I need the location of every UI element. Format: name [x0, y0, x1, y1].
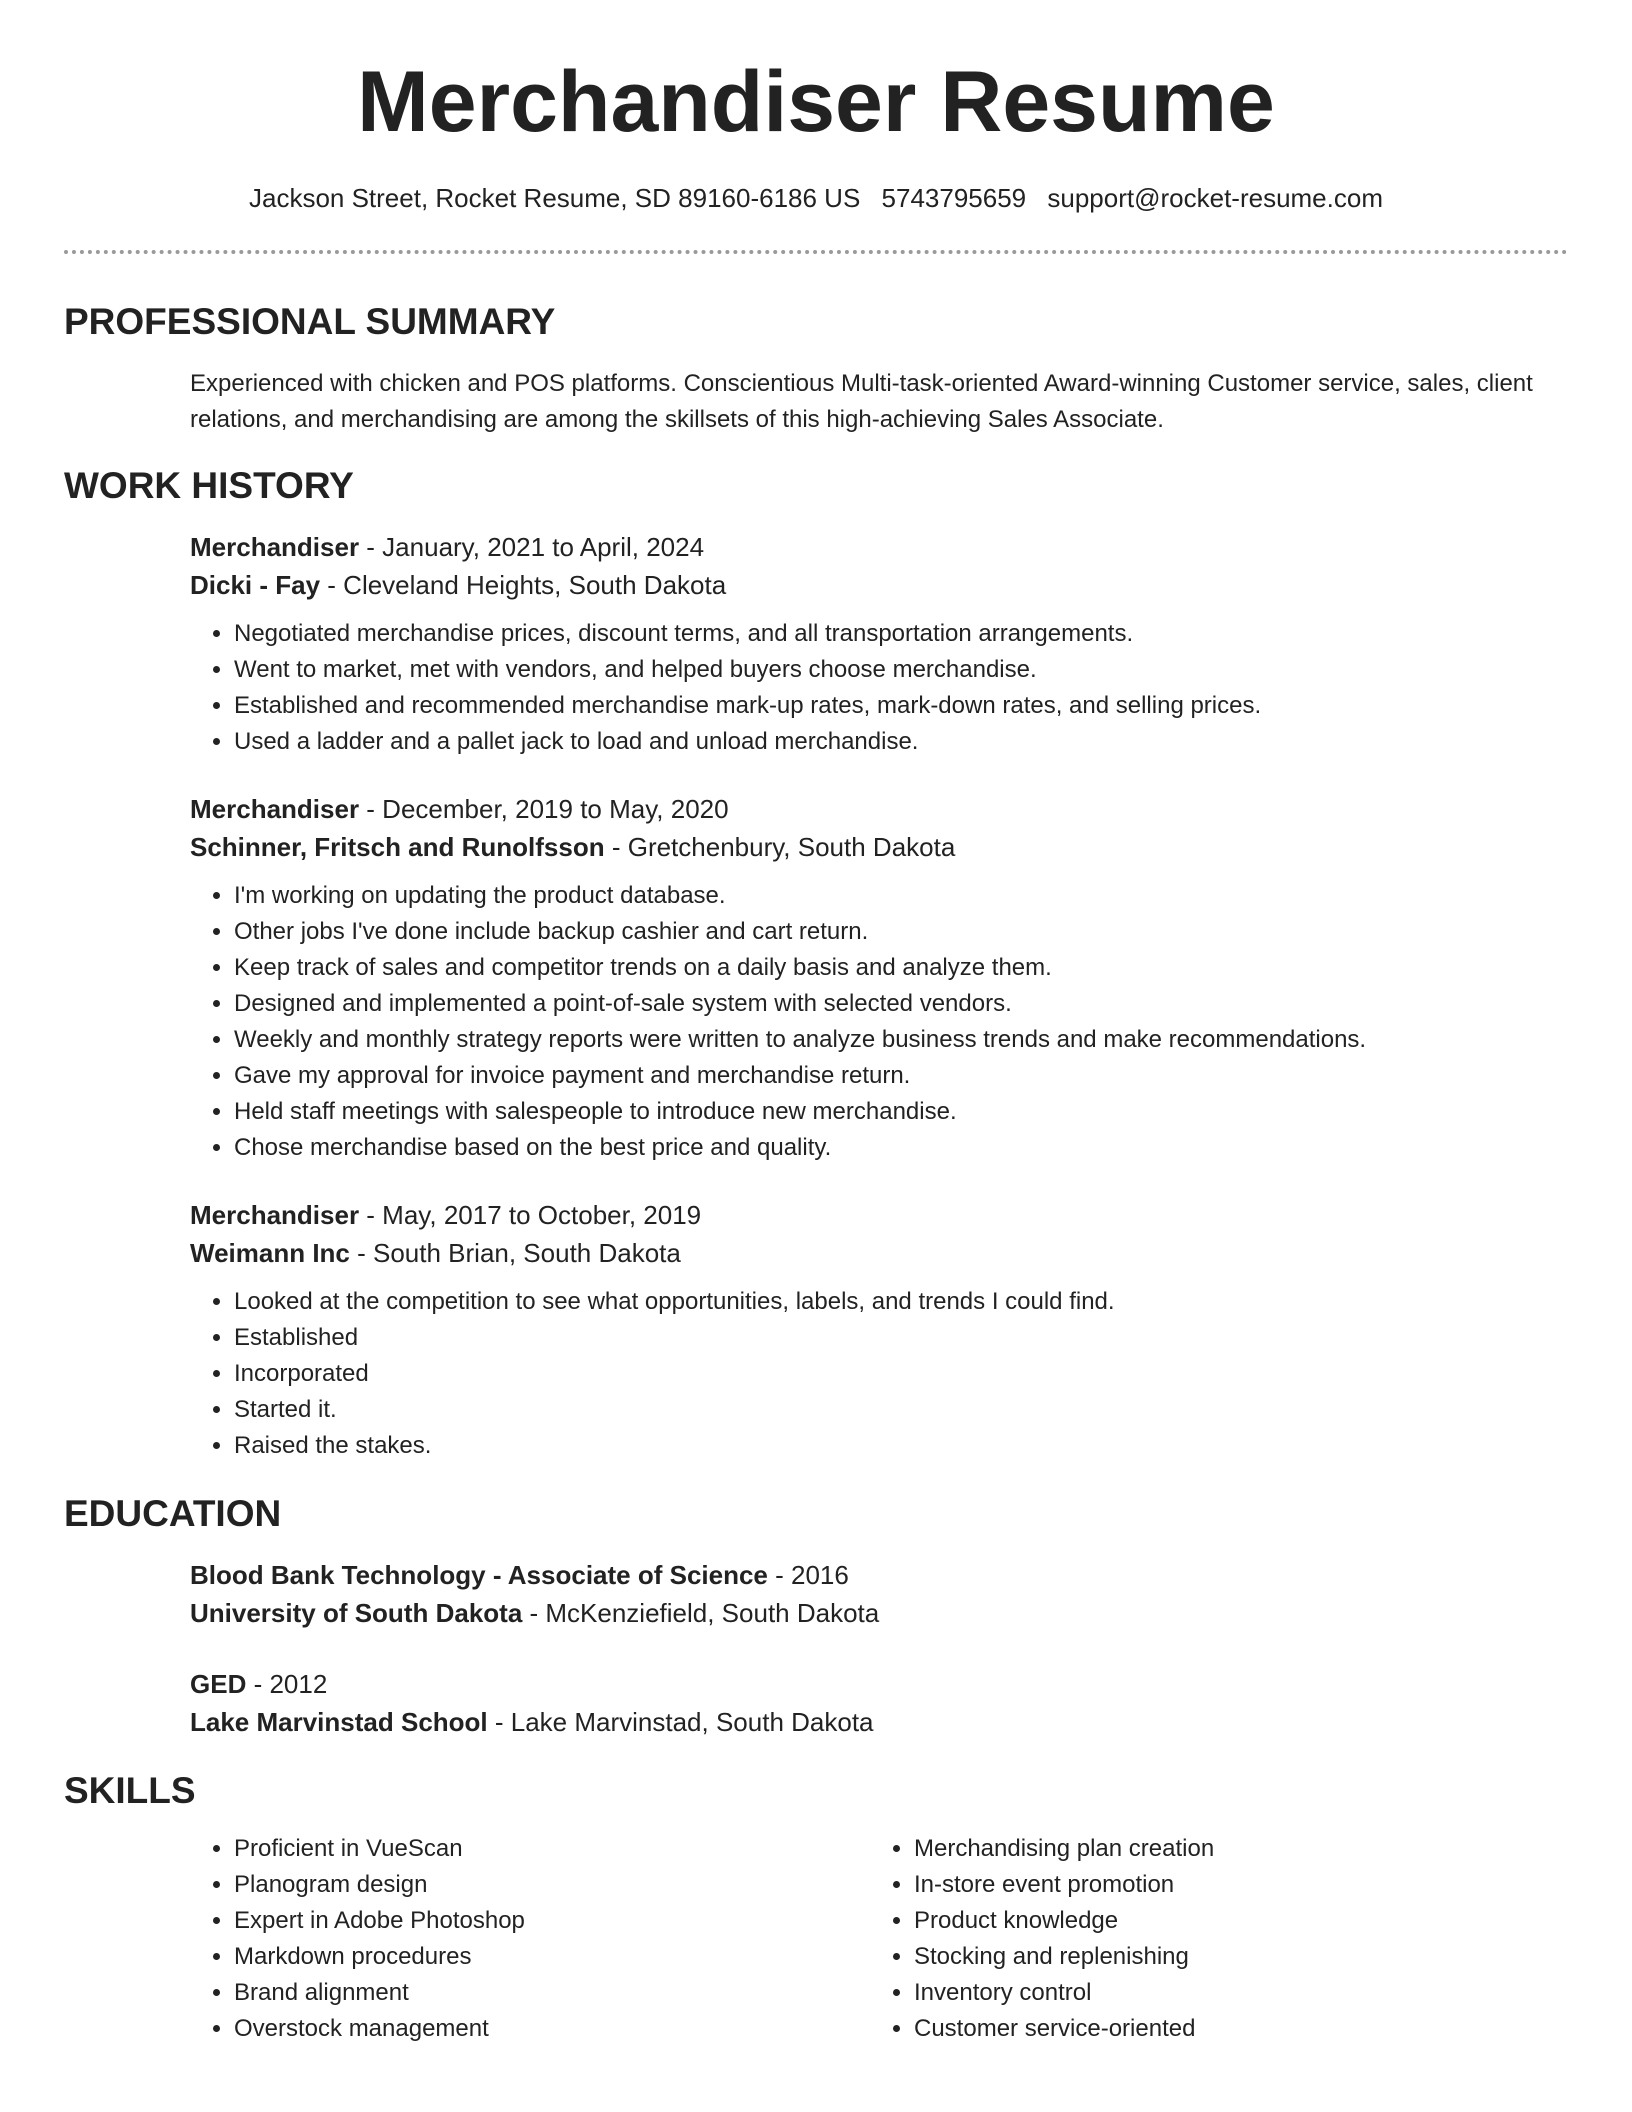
job-entry [190, 790, 1568, 1166]
list-item: • Planogram design [234, 1867, 870, 1903]
education-entry [190, 1556, 1568, 1632]
job-company-line [190, 1234, 1568, 1272]
skills-section [190, 1831, 1568, 2047]
company-location: - South Brian, South Dakota [349, 1238, 681, 1268]
job-title-line [190, 790, 1568, 828]
skills-list [870, 1831, 1550, 2047]
job-company-line [190, 566, 1568, 604]
education-heading: EDUCATION [64, 1493, 282, 1534]
job-title: Merchandiser [190, 532, 360, 562]
skills-columns [190, 1831, 1568, 2047]
school-location: - McKenziefield, South Dakota [522, 1598, 880, 1628]
summary-section [190, 366, 1568, 438]
company-location: - Cleveland Heights, South Dakota [320, 570, 727, 600]
degree-name: Blood Bank Technology - Associate of Science [190, 1560, 768, 1590]
header-divider [64, 250, 1568, 254]
list-item: • Chose merchandise based on the best price and quality. [234, 1130, 1568, 1166]
list-item: • Established [234, 1320, 1568, 1356]
job-title: Merchandiser [190, 794, 360, 824]
work-history-section [190, 528, 1568, 1464]
list-item: • Held staff meetings with salespeople to introduce new merchandise. [234, 1094, 1568, 1130]
school-line [190, 1703, 1568, 1741]
address-text: Jackson Street, Rocket Resume, SD 89160-6186 US [248, 183, 861, 213]
degree-line [190, 1665, 1568, 1703]
list-item: • Customer service-oriented [914, 2011, 1550, 2047]
company-name: Weimann Inc [190, 1238, 350, 1268]
job-duties-list [190, 878, 1568, 1166]
list-item: • Designed and implemented a point-of-sale system with selected vendors. [234, 986, 1568, 1022]
list-item: • Markdown procedures [234, 1939, 870, 1975]
list-item: • Overstock management [234, 2011, 870, 2047]
summary-text: Experienced with chicken and POS platforms. Conscientious Multi-task-oriented Award-winning Customer service, sales, client relations, and merchandising are among the skillsets of this high-achieving Sales Associate. [190, 370, 1533, 433]
job-dates: - May, 2017 to October, 2019 [359, 1200, 702, 1230]
skills-column-left [190, 1831, 870, 2047]
job-entry [190, 528, 1568, 760]
skills-column-right [870, 1831, 1550, 2047]
education-entry [190, 1665, 1568, 1741]
school-line [190, 1594, 1568, 1632]
work-history-heading: WORK HISTORY [64, 465, 354, 506]
job-duties-list [190, 616, 1568, 760]
list-item: • Proficient in VueScan [234, 1831, 870, 1867]
job-dates: - December, 2019 to May, 2020 [359, 794, 729, 824]
list-item: • Stocking and replenishing [914, 1939, 1550, 1975]
company-name: Dicki - Fay [190, 570, 321, 600]
list-item: • Keep track of sales and competitor trends on a daily basis and analyze them. [234, 950, 1568, 986]
skills-list [190, 1831, 870, 2047]
job-duties-list [190, 1284, 1568, 1464]
job-entry [190, 1196, 1568, 1464]
school-name: University of South Dakota [190, 1598, 523, 1628]
list-item: • Negotiated merchandise prices, discount terms, and all transportation arrangements. [234, 616, 1568, 652]
list-item: • Used a ladder and a pallet jack to load and unload merchandise. [234, 724, 1568, 760]
list-item: • Weekly and monthly strategy reports were written to analyze business trends and make recommendations. [234, 1022, 1568, 1058]
list-item: • In-store event promotion [914, 1867, 1550, 1903]
list-item: • Expert in Adobe Photoshop [234, 1903, 870, 1939]
list-item: • I'm working on updating the product database. [234, 878, 1568, 914]
list-item: • Started it. [234, 1392, 1568, 1428]
email-text: support@rocket-resume.com [1047, 183, 1383, 213]
degree-year: - 2016 [767, 1560, 849, 1590]
job-title: Merchandiser [190, 1200, 360, 1230]
summary-heading: PROFESSIONAL SUMMARY [64, 301, 556, 342]
contact-line [64, 182, 1568, 214]
job-title-line [190, 1196, 1568, 1234]
resume-page [64, 0, 1568, 2047]
job-title-line [190, 528, 1568, 566]
list-item: • Raised the stakes. [234, 1428, 1568, 1464]
list-item: • Inventory control [914, 1975, 1550, 2011]
company-name: Schinner, Fritsch and Runolfsson [190, 832, 605, 862]
list-item: • Established and recommended merchandise mark-up rates, mark-down rates, and selling prices. [234, 688, 1568, 724]
list-item: • Looked at the competition to see what opportunities, labels, and trends I could find. [234, 1284, 1568, 1320]
list-item: • Incorporated [234, 1356, 1568, 1392]
phone-text: 5743795659 [881, 183, 1027, 213]
degree-line [190, 1556, 1568, 1594]
degree-name: GED [190, 1669, 247, 1699]
school-location: - Lake Marvinstad, South Dakota [487, 1707, 874, 1737]
company-location: - Gretchenbury, South Dakota [604, 832, 956, 862]
education-section [190, 1556, 1568, 1741]
list-item: • Other jobs I've done include backup cashier and cart return. [234, 914, 1568, 950]
list-item: • Went to market, met with vendors, and helped buyers choose merchandise. [234, 652, 1568, 688]
list-item: • Gave my approval for invoice payment and merchandise return. [234, 1058, 1568, 1094]
school-name: Lake Marvinstad School [190, 1707, 488, 1737]
job-dates: - January, 2021 to April, 2024 [359, 532, 705, 562]
job-company-line [190, 828, 1568, 866]
skills-heading: SKILLS [64, 1770, 196, 1811]
degree-year: - 2012 [246, 1669, 328, 1699]
list-item: • Product knowledge [914, 1903, 1550, 1939]
list-item: • Brand alignment [234, 1975, 870, 2011]
list-item: • Merchandising plan creation [914, 1831, 1550, 1867]
page-title: Merchandiser Resume [357, 54, 1275, 150]
